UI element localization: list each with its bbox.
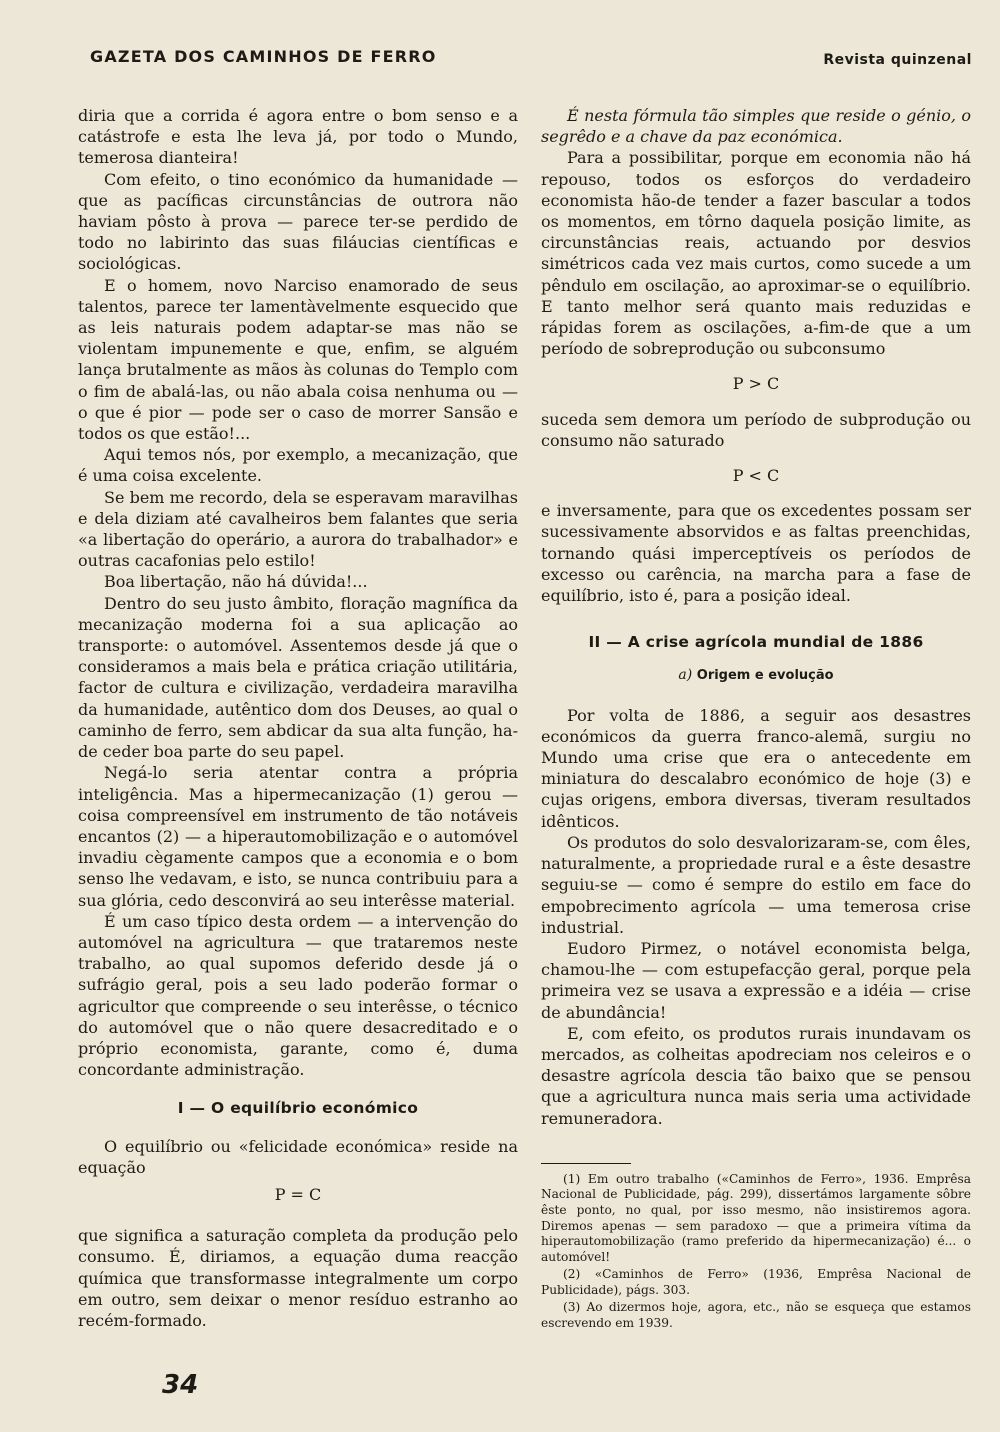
footnotes [541, 1172, 971, 1332]
subsection-title: Origem e evolução [696, 668, 834, 684]
section-heading: I — O equilíbrio económico [177, 1099, 419, 1118]
left-column [78, 105, 518, 1331]
paragraph: suceda sem demora um período de subprodução ou consumo não saturado [541, 409, 971, 450]
paragraph: Dentro do seu justo âmbito, floração magnífica da mecanização moderna foi a sua aplicação ao transporte: o automóvel. Assentemos desde já que o consideramos a mais bela e prática criação utilitária, factor de cultura e civilização, verdadeira maravilha da humanidade, autêntico dom dos Deuses, ao qual o caminho de ferro, sem abdicar da sua alta função, ha-de ceder boa parte do seu papel. [78, 593, 518, 762]
publication-subtitle: Revista quinzenal [823, 52, 972, 68]
paragraph: que significa a saturação completa da produção pelo consumo. É, diriamos, a equação duma reacção química que transformasse integralmente um corpo em outro, sem deixar o menor resíduo estranho ao recém-formado. [78, 1226, 518, 1330]
paragraph: Boa libertação, não há dúvida!... [104, 572, 368, 592]
paragraph: Eudoro Pirmez, o notável economista belga, chamou-lhe — com estupefacção geral, porque pela primeira vez se usava a expressão e a idéia — crise de abundância! [541, 938, 971, 1022]
paragraph: O equilíbrio ou «felicidade económica» reside na equação [78, 1136, 518, 1177]
paragraph: É nesta fórmula tão simples que reside o génio, o segrêdo e a chave da paz económica. [541, 106, 971, 147]
paragraph: E o homem, novo Narciso enamorado de seus talentos, parece ter lamentàvelmente esquecido que as leis naturais podem adaptar-se mas não se violentam impunemente e que, enfim, se alguém lança brutalmente as mãos às colunas do Templo com o fim de abalá-las, ou não abala coisa nenhuma ou — o que é pior — pode ser o caso de morrer Sansão e todos os que estão!... [78, 275, 518, 444]
paragraph: Negá-lo seria atentar contra a própria inteligência. Mas a hipermecanização (1) gerou — coisa compreensível em instrumento de tão notáveis encantos (2) — a hiperautomobilização e o automóvel invadiu cègamente campos que a economia e o bom senso lhe vedavam, e isto, se nunca contribuiu para a sua glória, cedo desconvirá ao seu interêsse material. [78, 763, 518, 910]
paragraph: E, com efeito, os produtos rurais inundavam os mercados, as colheitas apodreciam nos celeiros e o desastre agrícola descia tão baixo que se pensou que a agricultura nunca mais seria uma actividade remuneradora. [541, 1023, 971, 1128]
paragraph: e inversamente, para que os excedentes possam ser sucessivamente absorvidos e as faltas preenchidas, tornando quási imperceptíveis os períodos de excesso ou carência, na marcha para a fase de equilíbrio, isto é, para a posição ideal. [541, 501, 971, 606]
paragraph: Por volta de 1886, a seguir aos desastres económicos da guerra franco-alemã, surgiu no Mundo uma crise que era o antecedente em miniatura do descalabro económico de hoje (3) e cujas origens, embora diversas, tiveram resultados idênticos. [541, 705, 971, 831]
page-header [0, 0, 1000, 80]
footnote-divider [541, 1163, 631, 1164]
paragraph: É um caso típico desta ordem — a intervenção do automóvel na agricultura — que trataremos neste trabalho, ao qual supomos deferido desde já o sufrágio geral, pois a seu lado poderão formar o agricultor que compreende o seu interêsse, o técnico do automóvel que o não quere desacreditado e o próprio economista, garante, como é, duma concordante administração. [78, 911, 518, 1080]
page-number: 34 [162, 1370, 199, 1400]
paragraph: Aqui temos nós, por exemplo, a mecanização, que é uma coisa excelente. [78, 445, 518, 486]
footnote: (3) Ao dizermos hoje, agora, etc., não se esqueça que estamos escrevendo em 1939. [541, 1300, 971, 1331]
paragraph: Se bem me recordo, dela se esperavam maravilhas e dela diziam até cavalheiros bem falantes que seria «a libertação do operário, a aurora do trabalhador» e outras cacafonias pelo estilo! [78, 487, 518, 571]
subsection-heading [541, 665, 971, 686]
section-heading: II — A crise agrícola mundial de 1886 [588, 633, 924, 652]
formula: P > C [732, 374, 780, 394]
formula: P = C [274, 1184, 322, 1204]
paragraph: Os produtos do solo desvalorizaram-se, com êles, naturalmente, a propriedade rural e a êste desastre seguiu-se — como é sempre do estilo em face do empobrecimento agrícola — uma temerosa crise industrial. [541, 832, 971, 937]
paragraph: Com efeito, o tino económico da humanidade — que as pacíficas circunstâncias de outrora não haviam pôsto à prova — parece ter-se perdido de todo no labirinto das suas filáucias científicas e sociológicas. [78, 169, 518, 274]
right-column [541, 105, 971, 1334]
paragraph: diria que a corrida é agora entre o bom senso e a catástrofe e esta lhe leva já, por todo o Mundo, temerosa dianteira! [78, 106, 518, 168]
publication-title: GAZETA DOS CAMINHOS DE FERRO [90, 47, 437, 66]
footnote: (1) Em outro trabalho («Caminhos de Ferro», 1936. Emprêsa Nacional de Publicidade, pág. 299), dissertámos largamente sôbre êste ponto, no qual, por isso mesmo, não insistiremos agora. Diremos apenas — sem paradoxo — que a primeira vítima da hiperautomobilização (ramo preferido da hipermecanização) é... o automóvel! [541, 1171, 971, 1264]
footnote: (2) «Caminhos de Ferro» (1936, Emprêsa Nacional de Publicidade), págs. 303. [541, 1267, 971, 1297]
paragraph: Para a possibilitar, porque em economia não há repouso, todos os esforços do verdadeiro economista hão-de tender a fazer bascular a todos os momentos, em tôrno daquela posição limite, as circunstâncias reais, actuando por desvios simétricos cada vez mais curtos, como sucede a um pêndulo em oscilação, ao aproximar-se o equilíbrio. E tanto melhor será quanto mais reduzidas e rápidas forem as oscilações, a-fim-de que a um período de sobreprodução ou subconsumo [541, 148, 971, 359]
formula: P < C [732, 466, 780, 486]
subsection-letter: a) [678, 667, 693, 684]
